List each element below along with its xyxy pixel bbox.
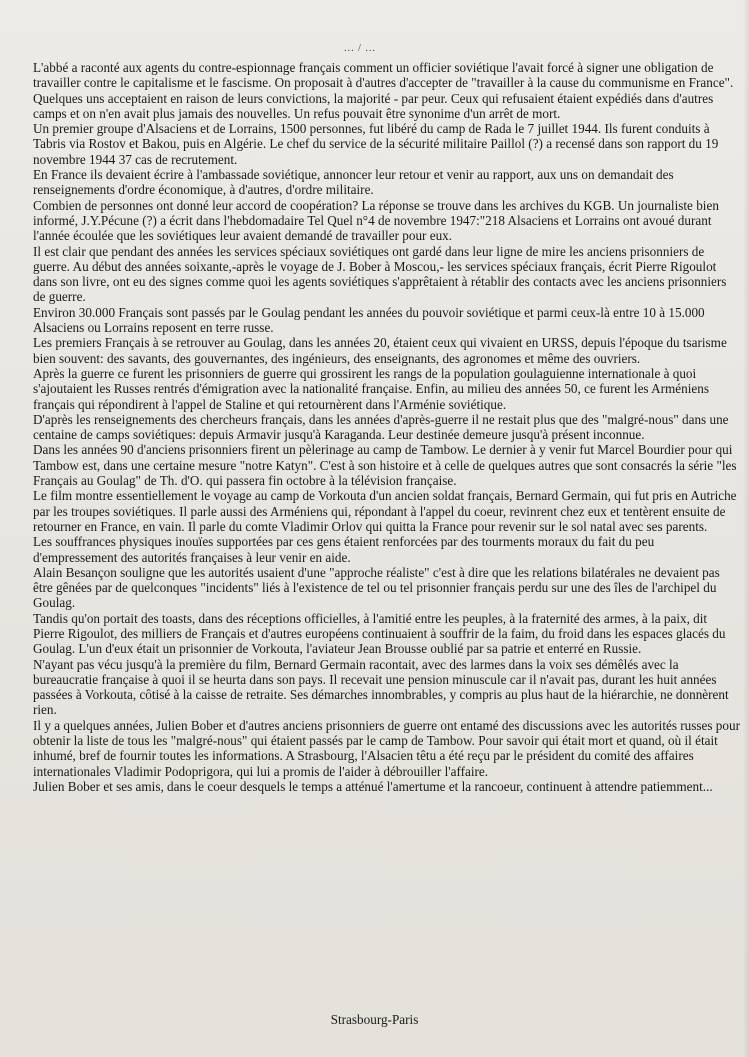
page-marker: ... / ... bbox=[344, 43, 376, 54]
paragraph-goulag-count: Environ 30.000 Français sont passés par le Goulag pendant les années du pouvoir soviétique et parmi ceux-là entre 10 à 15.000 Alsaciens ou Lorrains reposent en terre russe. bbox=[33, 304, 705, 336]
paragraph-first-french: Les premiers Français à se retrouver au Goulag, dans les années 20, étaient ceux qui vivaient en URSS, depuis l'époque du tsarisme bien souvent: des savants, des gouvernantes, des ingénieurs, des enseignants, des agronomes et même des ouvriers. bbox=[33, 335, 727, 366]
paragraph-bober-discussions: Il y a quelques années, Julien Bober et d'autres anciens prisonniers de guerre ont entamé des discussions avec les autorités russes pour obtenir la liste de tous les "malgré-nous" qui étaient passés par le camp de Tambow. Pour savoir qui était mort et quand, où il était inhumé, bref de fournir toutes les informations. A Strasbourg, l'Alsacien têtu a été reçu par le président du comité des affaires internationales Vladimir Podoprigora, qui lui a promis de l'aider à débrouiller l'affaire. bbox=[33, 717, 740, 779]
paragraph-closing: Julien Bober et ses amis, dans le coeur desquels le temps a atténué l'amertume et la rancoeur, continuent à attendre patiemment... bbox=[33, 778, 713, 794]
paragraph-kgb-archives: Combien de personnes ont donné leur accord de coopération? La réponse se trouve dans les archives du KGB. Un journaliste bien informé, J.Y.Pécune (?) a écrit dans l'hebdomadaire Tel Quel n°4 de novembre 1947:"218 Alsaciens et Lorrains ont avoué durant l'année écoulée que les soviétiques leur avaient demandé de travailler pour eux. bbox=[33, 197, 719, 244]
paragraph-bernard-germain: N'ayant pas vécu jusqu'à la première du film, Bernard Germain racontait, avec des larmes dans la voix ses démêlés avec la bureaucratie française à quoi il se heurta dans son pays. Il recevait une pension minuscule car il n'avait pas, durant les huit années passées à Vorkouta, côtisé à la caisse de retraite. Ses démarches innombrables, y compris au plus haut de la hiérarchie, ne donnèrent rien. bbox=[33, 656, 729, 718]
paragraph-film: Le film montre essentiellement le voyage au camp de Vorkouta d'un ancien soldat français, Bernard Germain, qui fut pris en Autriche par les troupes soviétiques. Il parle aussi des Arméniens qui, répondant à l'appel du coeur, revinrent chez eux et tentèrent ensuite de retourner en France, en vain. Il parle du comte Vladimir Orlov qui quitta la France pour revenir sur le sol natal avec ses parents. bbox=[33, 488, 737, 534]
paragraph-toasts: Tandis qu'on portait des toasts, dans des réceptions officielles, à l'amitié entre les peuples, à la fraternité des armes, à la paix, dit Pierre Rigoulot, des milliers de Français et d'autres européens continuaient à souffrir de la faim, du froid dans les espaces glacés du Goulag. L'un d'eux était un prisonnier de Vorkouta, l'aviateur Jean Brousse oublié par sa patrie et enterré en Russie. bbox=[33, 610, 726, 657]
paragraph-first-group: Un premier groupe d'Alsaciens et de Lorrains, 1500 personnes, fut libéré du camp de Rada le 7 juillet 1944. Ils furent conduits à Tabris via Rostov et Bakou, puis en Algérie. Le chef du service de la sécurité militaire Paillol (?) a recensé dans son rapport du 19 novembre 1944 37 cas de recrutement. bbox=[33, 121, 719, 167]
paragraph-embassy: En France ils devaient écrire à l'ambassade soviétique, annoncer leur retour et venir au rapport, aux uns on demandait des renseignements d'ordre économique, à d'autres, d'ordre militaire. bbox=[33, 167, 674, 198]
page-edge-shadow bbox=[743, 0, 749, 1057]
paragraph-special-services: Il est clair que pendant des années les services spéciaux soviétiques ont gardé dans leur ligne de mire les anciens prisonniers de guerre. Au début des années soixante,-après le voyage de J. Bober à Moscou,- les services spéciaux français, écrit Pierre Rigoulot dans son livre, ont eu des signes comme quoi les agents soviétiques s'apprêtaient à rétablir des contacts avec les anciens prisonniers de guerre. bbox=[33, 243, 727, 305]
paragraph-besancon: Alain Besançon souligne que les autorités usaient d'une "approche réaliste" c'est à dire que les relations bilatérales ne devaient pas être gênées par de quelconques "incidents" liés à l'existence de tel ou tel prisonnier français perdu sur une des îles de l'archipel du Goulag. bbox=[33, 564, 720, 611]
paragraph-after-war: Après la guerre ce furent les prisonniers de guerre qui grossirent les rangs de la population goulaguienne internationale à quoi s'ajoutaient les Russes rentrés d'émigration avec la nationalité française. Enfin, au milieu des années 50, ce furent les Arméniens français qui répondirent à l'appel de Staline et qui retournèrent dans l'Arménie soviétique. bbox=[33, 365, 709, 412]
signature-location: Strasbourg-Paris bbox=[330, 1012, 419, 1027]
paragraph-recruitment: L'abbé a raconté aux agents du contre-espionnage français comment un officier soviétique l'avait forcé à signer une obligation de travailler contre le capitalisme et le fascisme. On proposait à d'autres d'accepter de "travailler à la cause du communisme en France". Quelques uns acceptaient en raison de leurs convictions, la majorité - par peur. Ceux qui refusaient étaient expédiés dans d'autres camps et on n'en avait plus jamais des nouvelles. Un refus pouvait être synonime d'un arrêt de mort. bbox=[33, 60, 734, 121]
paragraph-tambow: Dans les années 90 d'anciens prisonniers firent un pèlerinage au camp de Tambow. Le dernier à y venir fut Marcel Bourdier pour qui Tambow est, dans une certaine mesure "notre Katyn". C'est à son histoire et à celle de quelques autres que sont consacrés la série "les Français au Goulag" de Th. d'O. qui passera fin octobre à la télévision française. bbox=[33, 442, 737, 489]
paragraph-malgre-nous: D'après les renseignements des chercheurs français, dans les années d'après-guerre il ne restait plus que des "malgré-nous" dans une centaine de camps soviétiques: depuis Armavir jusqu'à Karaganda. Leur destinée demeure jusqu'à présent inconnue. bbox=[33, 411, 729, 443]
paragraph-sufferings: Les souffrances physiques inouïes supportées par ces gens étaient renforcées par des tourments moraux du fait du peu d'empressement des autorités françaises à leur venir en aide. bbox=[33, 534, 655, 565]
article-body bbox=[33, 60, 740, 794]
